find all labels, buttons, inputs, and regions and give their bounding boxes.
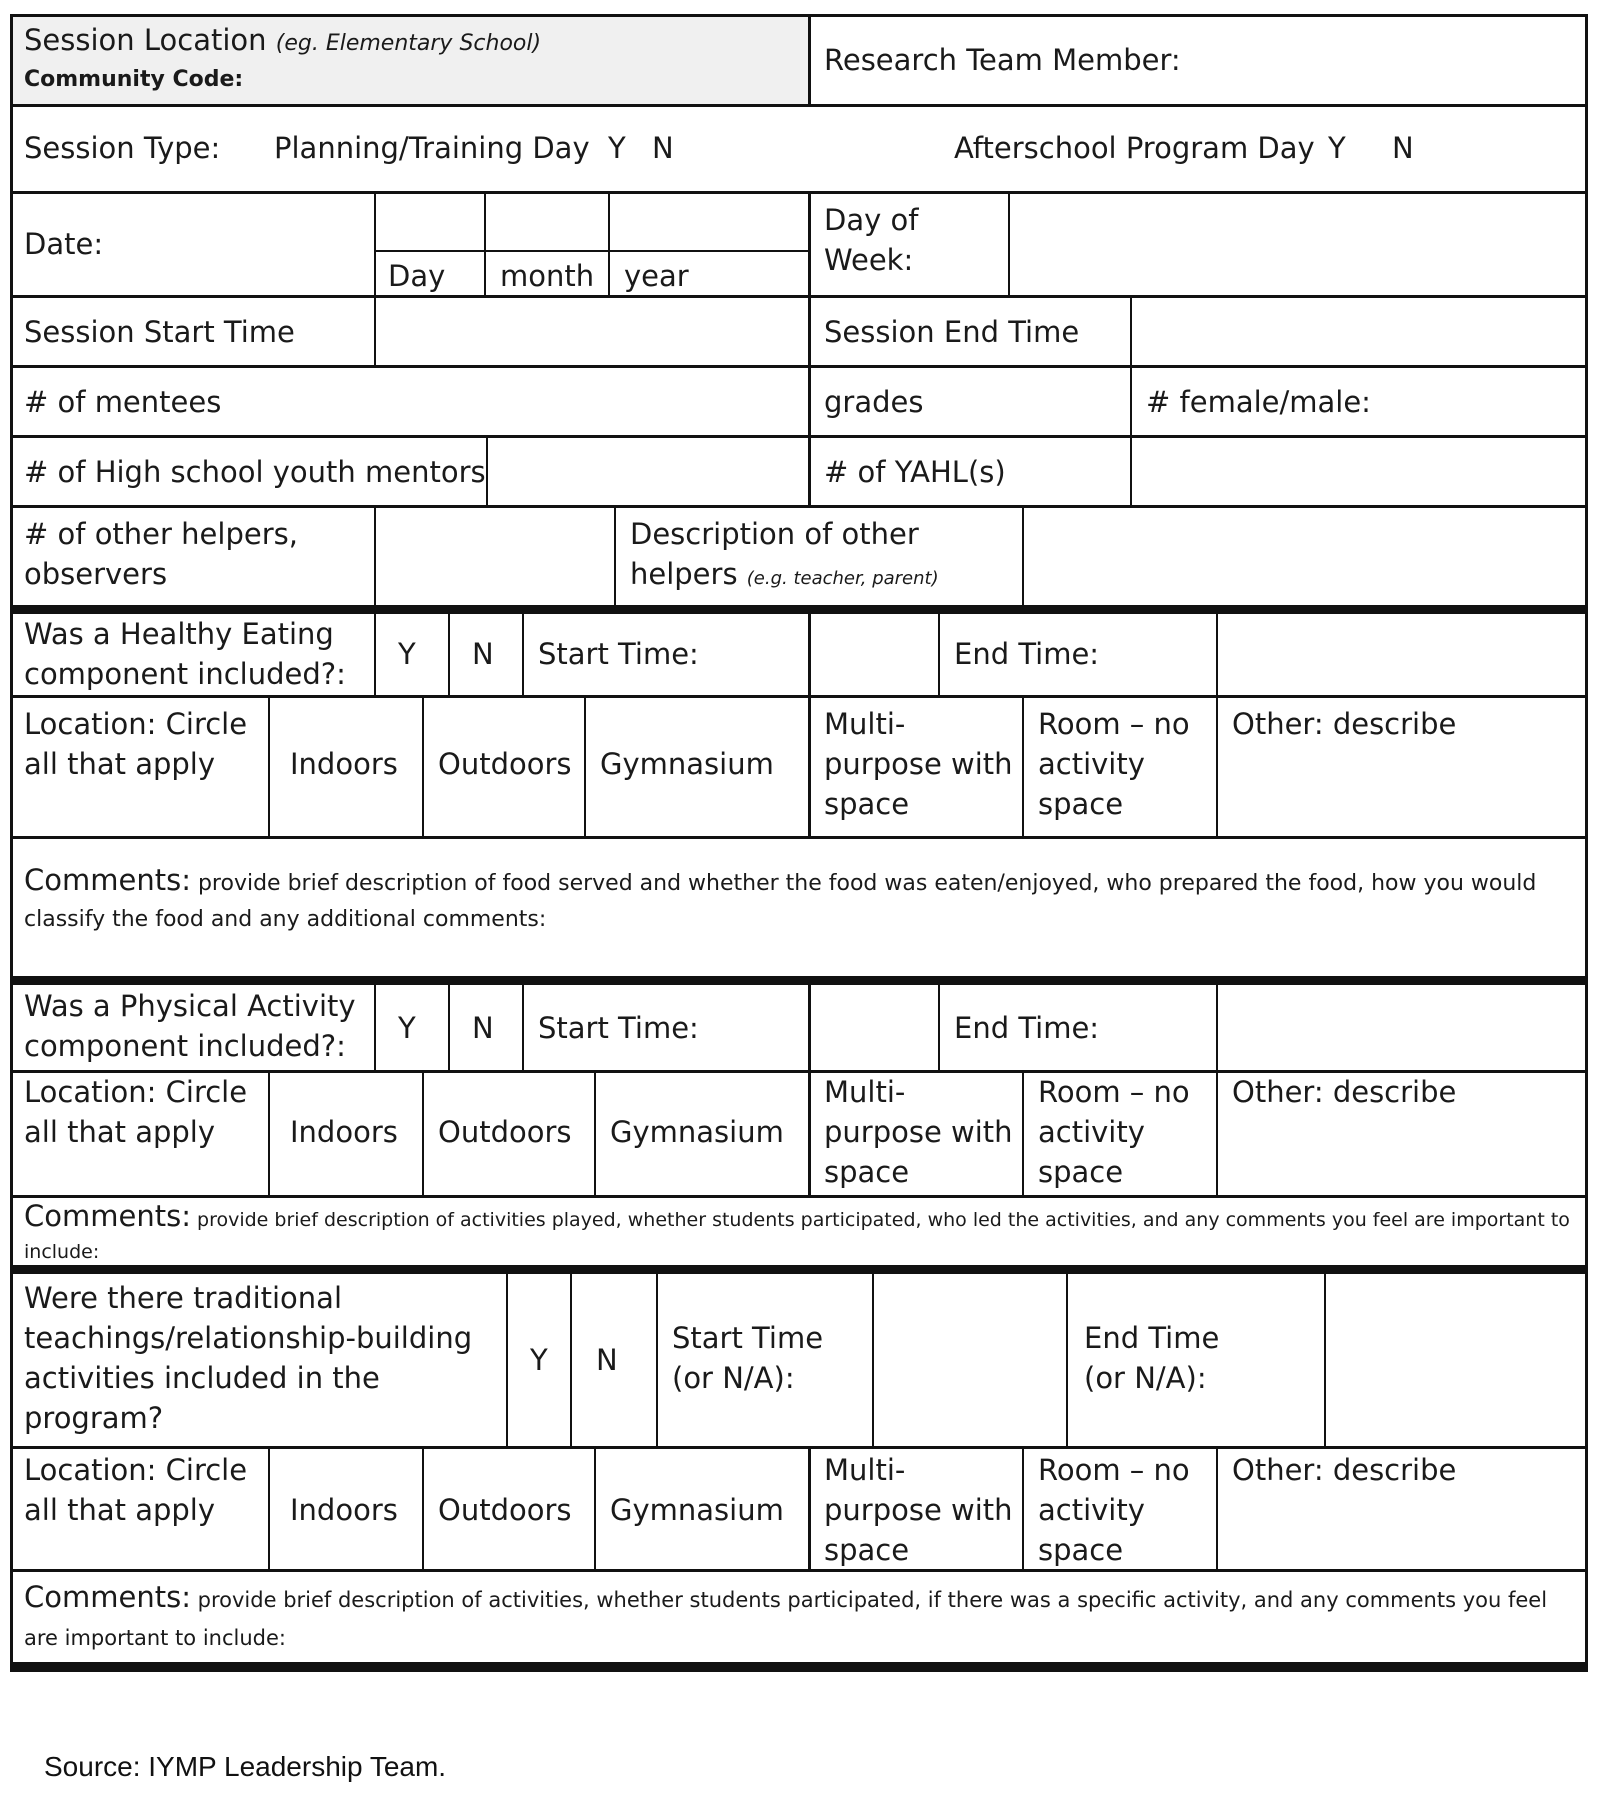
hline [10,435,1588,438]
session-start-time-label: Session Start Time [24,315,295,349]
female-male-label: # female/male: [1146,385,1371,419]
physical-activity-gymnasium[interactable]: Gymnasium [610,1115,784,1149]
vline [594,1447,596,1571]
afterschool-day-label: Afterschool Program Day [954,131,1315,165]
vline [422,1447,424,1571]
traditional-teachings-comments [24,1578,1564,1657]
hline [10,1446,1588,1449]
vline [1216,696,1218,838]
traditional-teachings-indoors[interactable]: Indoors [290,1493,398,1527]
hs-mentors-label: # of High school youth mentors [24,455,486,489]
grades-label: grades [824,385,924,419]
healthy-eating-question: Was a Healthy Eating component included?: [24,617,346,691]
observation-form [10,14,1588,1672]
vline [1008,192,1010,296]
vline [808,1447,811,1571]
traditional-teachings-start-time: Start Time (or N/A): [672,1321,824,1395]
vline [448,983,450,1071]
traditional-teachings-location: Location: Circle all that apply [24,1453,248,1527]
physical-activity-question: Was a Physical Activity component included?: [24,989,356,1063]
physical-activity-multipurpose[interactable]: Multi-purpose with space [824,1075,1013,1189]
other-helpers-label: # of other helpers, observers [24,517,298,591]
vline [584,696,586,838]
healthy-eating-location: Location: Circle all that apply [24,707,248,781]
physical-activity-comments-text: provide brief description of activities played, whether students participated, who led the activities, and any comments you feel are important to include: [24,1209,1570,1263]
hline [10,191,1588,194]
source-caption: Source: IYMP Leadership Team. [44,1751,447,1782]
session-location-hint: (eg. Elementary School) [275,31,542,56]
traditional-teachings-end-time: End Time (or N/A): [1084,1321,1220,1395]
research-team-member-label: Research Team Member: [824,43,1181,77]
physical-activity-end-time: End Time: [954,1011,1100,1045]
physical-activity-no[interactable]: N [472,1011,494,1045]
vline [522,983,524,1071]
physical-activity-start-time: Start Time: [538,1011,699,1045]
vline [1130,436,1132,506]
hline [10,365,1588,368]
vline [938,612,940,696]
afterschool-no[interactable]: N [1392,131,1414,165]
physical-activity-location: Location: Circle all that apply [24,1075,248,1149]
vline [374,612,376,696]
planning-day-label: Planning/Training Day [274,131,590,165]
vline [1216,1447,1218,1571]
vline [374,192,376,296]
healthy-eating-multipurpose[interactable]: Multi-purpose with space [824,707,1013,821]
hline [10,1195,1588,1198]
vline [268,1447,270,1571]
vline [872,1272,874,1448]
vline [656,1272,658,1448]
hline [10,104,1588,107]
hline [374,250,810,252]
hline [10,505,1588,508]
healthy-eating-start-time: Start Time: [538,637,699,671]
date-label: Date: [24,227,104,261]
date-year-label: year [624,259,689,293]
vline [1022,696,1024,838]
border-left [10,14,13,1672]
traditional-teachings-question: Were there traditional teachings/relationship-building activities included in the program? [24,1281,473,1435]
physical-activity-indoors[interactable]: Indoors [290,1115,398,1149]
traditional-teachings-outdoors[interactable]: Outdoors [438,1493,572,1527]
vline [268,696,270,838]
traditional-teachings-gymnasium[interactable]: Gymnasium [610,1493,784,1527]
healthy-eating-end-time: End Time: [954,637,1100,671]
border-top [10,14,1588,17]
physical-activity-outdoors[interactable]: Outdoors [438,1115,572,1149]
planning-yes[interactable]: Y [608,131,626,165]
physical-activity-comments-label: Comments: [24,1199,191,1233]
healthy-eating-room[interactable]: Room – no activity space [1038,707,1190,821]
traditional-teachings-comments-label: Comments: [24,1580,191,1614]
vline [808,366,811,436]
vline [1216,983,1218,1071]
vline [808,1071,811,1197]
healthy-eating-comments [24,862,1564,938]
description-helpers-hint: (e.g. teacher, parent) [746,568,939,589]
yahl-label: # of YAHL(s) [824,455,1006,489]
date-day-label: Day [388,259,446,293]
vline [614,506,616,606]
section-divider [10,976,1588,985]
vline [374,296,376,366]
vline [808,436,811,506]
date-month-label: month [500,259,595,293]
vline [374,506,376,606]
healthy-eating-yes[interactable]: Y [398,637,416,671]
vline [1022,1447,1024,1571]
vline [1216,1071,1218,1197]
vline [1130,366,1132,436]
vline [1216,612,1218,696]
day-of-week-label: Day of Week: [824,203,919,277]
traditional-teachings-multipurpose[interactable]: Multi-purpose with space [824,1453,1013,1567]
physical-activity-comments [24,1200,1574,1268]
vline [808,696,811,838]
session-end-time-label: Session End Time [824,315,1080,349]
community-code-label: Community Code: [24,67,244,92]
healthy-eating-indoors[interactable]: Indoors [290,747,398,781]
physical-activity-yes[interactable]: Y [398,1011,416,1045]
hline [10,1569,1588,1572]
traditional-teachings-other[interactable]: Other: describe [1232,1453,1457,1487]
vline [422,1071,424,1197]
healthy-eating-comments-text: provide brief description of food served and whether the food was eaten/enjoyed, who prepared the food, how you would classify the food and any additional comments: [24,871,1537,932]
vline [1022,1071,1024,1197]
healthy-eating-gymnasium[interactable]: Gymnasium [600,747,774,781]
physical-activity-other[interactable]: Other: describe [1232,1075,1457,1109]
vline [268,1071,270,1197]
planning-no[interactable]: N [652,131,674,165]
vline [570,1272,572,1448]
vline [448,612,450,696]
description-helpers-label: Description of other helpers (e.g. teacher, parent) [630,517,939,591]
afterschool-yes[interactable]: Y [1328,131,1346,165]
border-right [1585,14,1588,1672]
hline [10,295,1588,298]
physical-activity-room[interactable]: Room – no activity space [1038,1075,1190,1189]
vline [938,983,940,1071]
healthy-eating-outdoors[interactable]: Outdoors [438,747,572,781]
traditional-teachings-no[interactable]: N [596,1343,618,1377]
vline [486,436,488,506]
vline [506,1272,508,1448]
vline [808,296,811,366]
traditional-teachings-yes[interactable]: Y [530,1343,548,1377]
vline [1130,296,1132,366]
vline [374,983,376,1071]
healthy-eating-no[interactable]: N [472,637,494,671]
vline [608,192,610,296]
hline [10,836,1588,839]
section-divider [10,605,1588,614]
session-location-label: Session Location (eg. Elementary School) [24,23,542,57]
vline [808,612,811,696]
vline [422,696,424,838]
vline [808,14,811,106]
vline [594,1071,596,1197]
traditional-teachings-comments-text: provide brief description of activities, whether students participated, if there was a specific activity, and any comments you feel are important to include: [24,1588,1548,1650]
vline [1022,506,1024,606]
vline [1066,1272,1068,1448]
healthy-eating-other[interactable]: Other: describe [1232,707,1457,741]
vline [484,192,486,296]
traditional-teachings-room[interactable]: Room – no activity space [1038,1453,1190,1567]
mentees-label: # of mentees [24,385,222,419]
hline [10,695,1588,698]
border-bottom [10,1662,1588,1672]
session-type-label: Session Type: [24,131,221,165]
vline [808,192,811,296]
vline [1324,1272,1326,1448]
healthy-eating-comments-label: Comments: [24,863,191,897]
vline [522,612,524,696]
vline [808,983,811,1071]
